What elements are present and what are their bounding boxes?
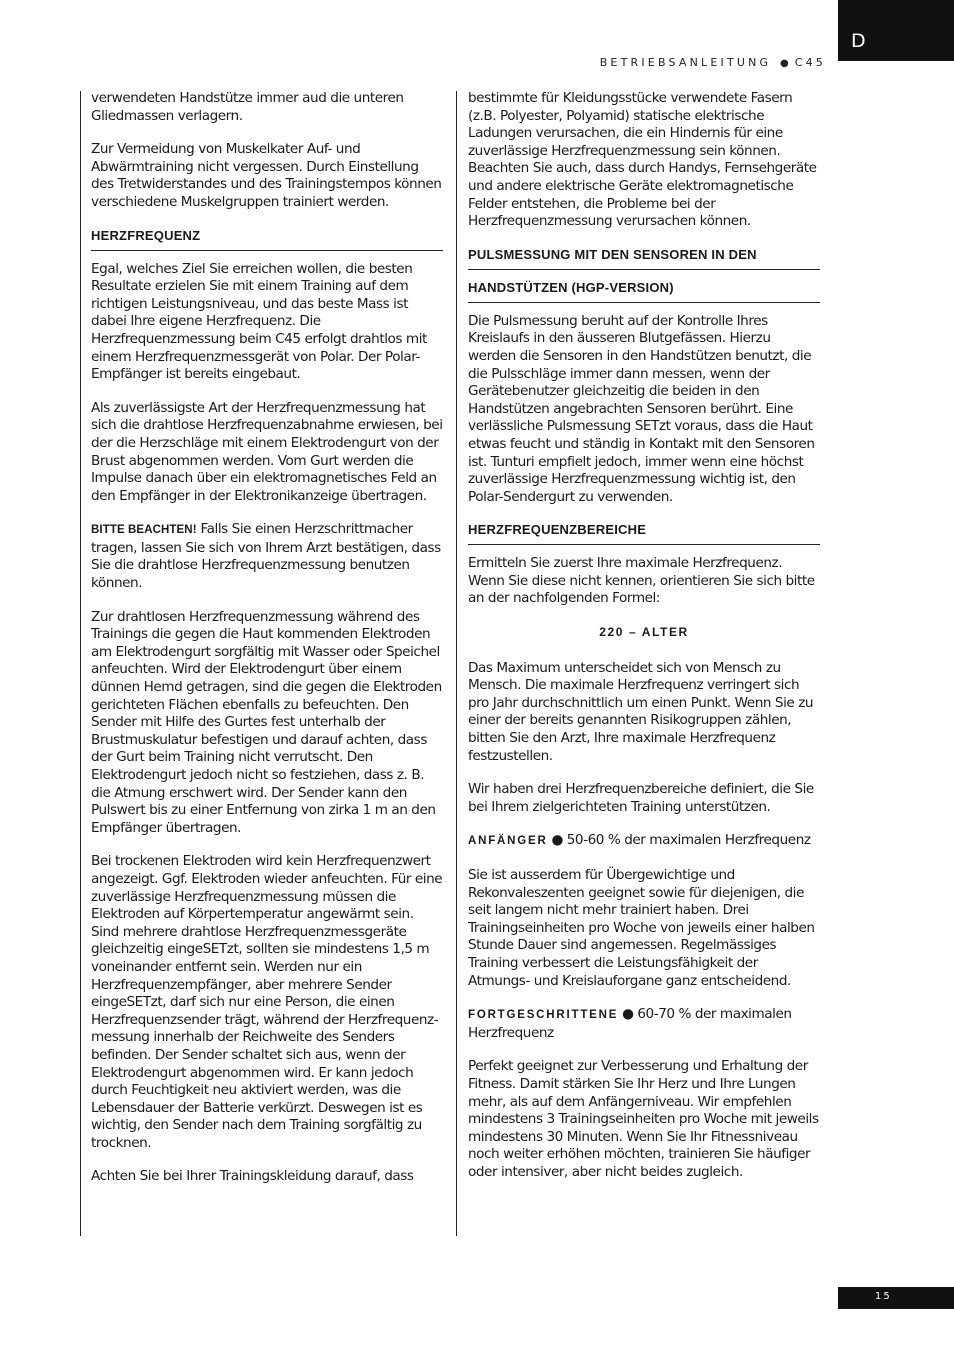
paragraph: Achten Sie bei Ihrer Trainingskleidung darauf, dass <box>91 1168 414 1185</box>
zone-beginner-range: 50-60 % der maximalen Herzfrequenz <box>566 832 811 849</box>
zone-advanced-range: 60-70 % der maximalen Herzfrequenz <box>468 1006 792 1041</box>
paragraph: verwendeten Handstütze immer aud die unteren Gliedmassen verlagern. <box>91 90 404 124</box>
max-heart-rate-formula: 220 – ALTER <box>599 625 689 640</box>
manual-title: BETRIEBSANLEITUNG <box>599 56 772 69</box>
paragraph: Sie ist ausserdem für Übergewichtige und Rekonvaleszenten geeignet sowie für diejenigen, die seit langem nicht mehr trainiert haben. Drei Trainingseinheiten pro Woche von jeweils einer halben Stunde Dauer sind angemessen. Regelmässiges Training verbessert die Leistungsfähigkeit der Atmungs- und Kreislauforgane ganz entscheidend. <box>468 867 815 989</box>
bullet-separator: ● <box>547 832 567 849</box>
zone-beginner <box>468 832 820 851</box>
paragraph: Bei trockenen Elektroden wird kein Herzfrequenzwert angezeigt. Ggf. Elektroden wieder anfeuchten. Für eine zuverlässige Herzfrequenzmessung müssen die Elektroden auf Körpertemperatur angewärmt sein. Sind mehrere drahtlose Herzfrequenzmessgeräte gleichzeitig eingeSETzt, sollten sie mindestens 1,5 m voneinander entfernt sein. Werden nur ein Herzfrequenzempfänger, aber mehrere Sender eingeSETzt, darf sich nur eine Person, die einen Herzfrequenzsender trägt, während der Herzfrequenz-messung innerhalb der Reichweite des Senders befinden. Der Sender schaltet sich aus, wenn der Elektrodengurt abgenommen wird. Er kann jedoch durch Feuchtigkeit neu aktiviert werden, was die Lebensdauer der Batterie verkürzt. Deswegen ist es wichtig, den Sender nach dem Training sorgfältig zu trocknen. <box>91 853 443 1151</box>
paragraph: Als zuverlässigste Art der Herzfrequenzmessung hat sich die drahtlose Herzfrequenzabnahme erwiesen, bei der die Herzschläge mit einem Elektrodengurt von der Brust abgenommen werden. Vom Gurt werden die Impulse danach über ein elektromagnetisches Feld an den Empfänger in der Elektronikanzeige übertragen. <box>91 399 443 504</box>
warning-note <box>91 521 443 592</box>
model-name: C45 <box>794 56 826 69</box>
paragraph: Ermitteln Sie zuerst Ihre maximale Herzfrequenz. Wenn Sie diese nicht kennen, orientieren Sie sich bitte an der nachfolgenden Formel: <box>468 555 815 607</box>
running-head <box>600 56 826 71</box>
section-heading-herzfrequenz: HERZFREQUENZ <box>91 228 443 251</box>
zone-beginner-label: ANFÄNGER <box>468 835 548 848</box>
bullet-separator: ● <box>779 58 789 69</box>
left-column-rule <box>80 91 81 1236</box>
paragraph: Zur Vermeidung von Muskelkater Auf- und Abwärmtraining nicht vergessen. Durch Einstellung des Tretwiderstandes und des Trainingstempos können verschiedene Muskelgruppen trainiert werden. <box>91 141 442 210</box>
warning-label: BITTE BEACHTEN! <box>91 524 197 537</box>
zone-advanced-label: FORTGESCHRITTENE <box>468 1009 619 1022</box>
right-column <box>468 90 820 1198</box>
paragraph: bestimmte für Kleidungsstücke verwendete Fasern (z.B. Polyester, Polyamid) statische elektrische Ladungen verursachen, die ein Hindernis für eine zuverlässige Herzfrequenzmessung sein können. Beachten Sie auch, dass durch Handys, Fernsehgeräte und andere elektrische Geräte elektromagnetische Felder entstehen, die Probleme bei der Herzfrequenzmessung verursachen können. <box>468 90 817 230</box>
paragraph: Perfekt geeignet zur Verbesserung und Erhaltung der Fitness. Damit stärken Sie Ihr Herz und Ihre Lungen mehr, als auf dem Anfängerniveau. Wir empfehlen mindestens 3 Trainingseinheiten pro Woche mit jeweils mindestens 30 Minuten. Wenn Sie Ihr Fitnessniveau noch weiter erhöhen möchten, trainieren Sie häufiger oder intensiver, aber nicht beides zugleich. <box>468 1058 819 1180</box>
page-number: 15 <box>838 1287 954 1309</box>
bullet-separator: ● <box>618 1006 638 1023</box>
warning-text: Falls Sie einen Herzschrittmacher tragen, lassen Sie sich von Ihrem Arzt bestätigen, dass Sie die drahtlose Herzfrequenzmessung benutzen können. <box>91 521 441 592</box>
paragraph: Das Maximum unterscheidet sich von Mensch zu Mensch. Die maximale Herzfrequenz verringert sich pro Jahr durchschnittlich um einen Punkt. Wenn Sie zu einer der bereits genannten Risikogruppen zählen, bitten Sie den Arzt, Ihre maximale Herzfrequenz festzustellen. <box>468 659 814 764</box>
paragraph: Egal, welches Ziel Sie erreichen wollen, die besten Resultate erzielen Sie mit einem Training auf dem richtigen Leistungsniveau, und das beste Mass ist dabei Ihre eigene Herzfrequenz. Die Herzfrequenzmessung beim C45 erfolgt drahtlos mit einem Herzfrequenzmessgerät von Polar. Der Polar-Empfänger ist bereits eingebaut. <box>91 260 427 383</box>
paragraph: Die Pulsmessung beruht auf der Kontrolle Ihres Kreislaufs in den äusseren Blutgefässen. Hierzu werden die Sensoren in den Handstützen benutzt, die die Pulsschläge immer dann messen, wenn der Gerätebenutzer gleichzeitig die beiden in den Handstützen angebrachten Sensoren berührt. Eine verlässliche Pulsmessung SETzt voraus, dass die Haut etwas feucht und ständig in Kontakt mit den Sensoren ist. Tunturi empfielt jedoch, immer wenn eine höchst zuverlässige Herzfrequenzmessung wichtig ist, den Polar-Sendergurt zu verwenden. <box>468 312 815 505</box>
section-heading-handstuetzen: HANDSTÜTZEN (HGP-VERSION) <box>468 280 820 303</box>
section-heading-bereiche: HERZFREQUENZBEREICHE <box>468 522 820 545</box>
center-column-rule <box>456 91 457 1236</box>
zone-advanced <box>468 1006 820 1042</box>
language-tab: D <box>838 0 954 61</box>
paragraph: Zur drahtlosen Herzfrequenzmessung während des Trainings die gegen die Haut kommenden Elektroden am Elektrodengurt sorgfältig mit Wasser oder Speichel anfeuchten. Wird der Elektrodengurt über einem dünnen Hemd getragen, sind die gegen die Elektroden gerichteten Flächen ebenfalls zu befeuchten. Den Sender mit Hilfe des Gurtes fest unterhalb der Brustmuskulatur befestigen und darauf achten, dass der Gurt beim Training nicht verrutscht. Den Elektrodengurt jedoch nicht so festziehen, dass z. B. die Atmung erschwert wird. Der Sender kann den Pulswert bis zu einer Entfernung von zirka 1 m an den Empfänger übertragen. <box>91 608 442 836</box>
section-heading-pulsmessung: PULSMESSUNG MIT DEN SENSOREN IN DEN <box>468 247 820 270</box>
paragraph: Wir haben drei Herzfrequenzbereiche definiert, die Sie bei Ihrem zielgerichteten Training unterstützen. <box>468 781 814 815</box>
left-column <box>91 90 443 1202</box>
